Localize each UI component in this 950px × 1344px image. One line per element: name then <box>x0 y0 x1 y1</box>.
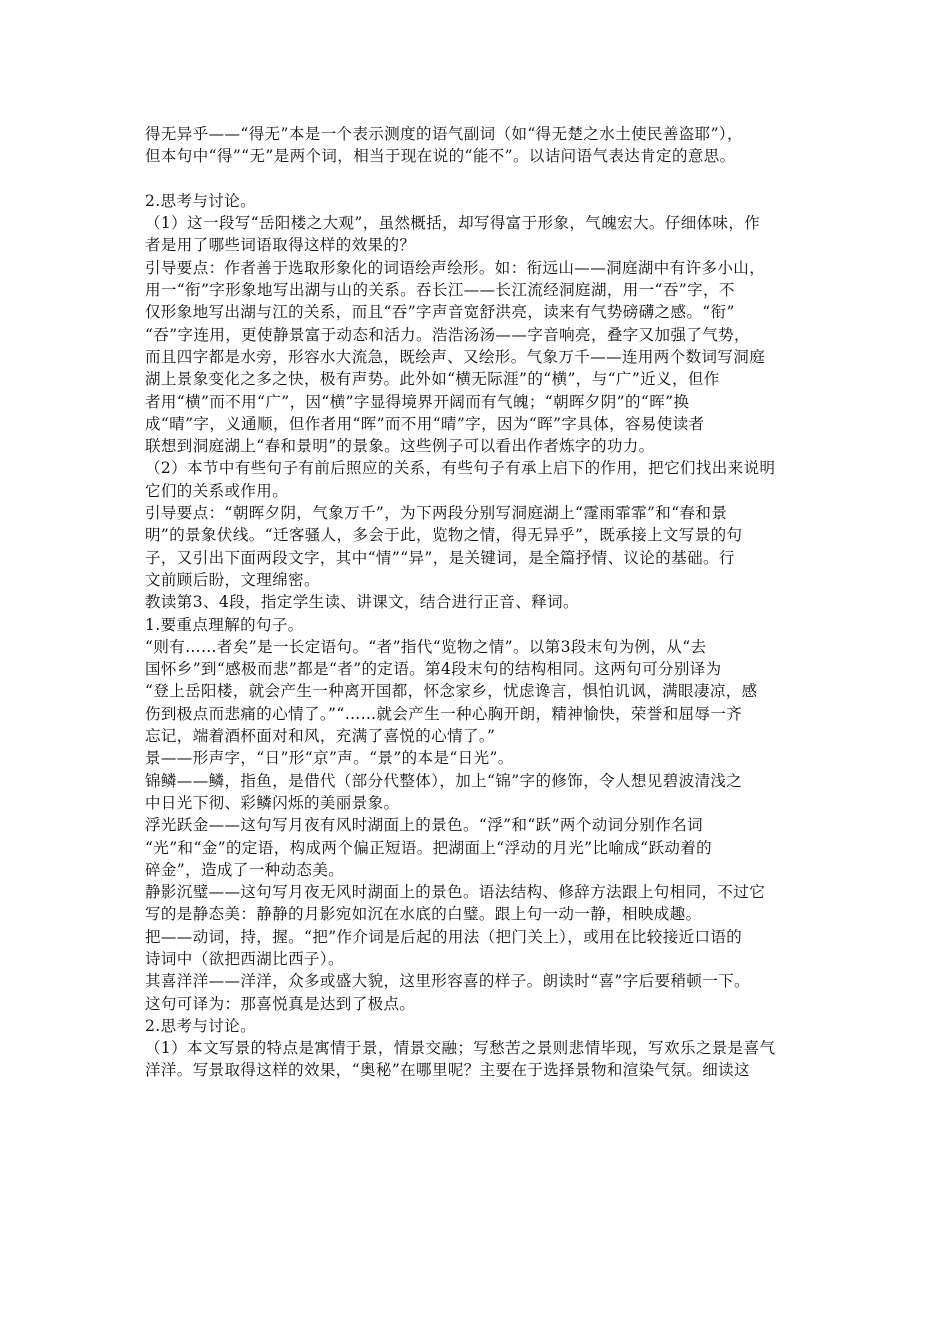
text-line: 子，又引出下面两段文字，其中“情”“异”，是关键词，是全篇抒情、议论的基础。行 <box>145 548 735 567</box>
text-line: “光”和“金”的定语，构成两个偏正短语。把湖面上“浮动的月光”比喻成“跃动着的 <box>145 838 713 857</box>
text-line: 它们的关系或作用。 <box>145 481 289 500</box>
text-line: 伤到极点而悲痛的心情了。”“……就会产生一种心胸开朗，精神愉快，荣誉和屈辱一齐 <box>145 704 743 723</box>
text-line: 者是用了哪些词语取得这样的效果的？ <box>145 236 416 255</box>
text-line: “登上岳阳楼，就会产生一种离开国都，怀念家乡，忧虑谗言，惧怕讥讽，满眼凄凉，感 <box>145 682 758 701</box>
text-line: 成“晴”字，义通顺，但作者用“晖”而不用“晴”字，因为“晖”字具体，容易使读者 <box>145 414 705 433</box>
text-line: 洋洋。写景取得这样的效果，“奥秘”在哪里呢？主要在于选择景物和渲染气氛。细读这 <box>145 1061 750 1080</box>
text-line: 浮光跃金——这句写月夜有风时湖面上的景色。“浮”和“跃”两个动词分别作名词 <box>145 816 703 835</box>
section-heading: 1.要重点理解的句子。 <box>145 615 304 634</box>
text-line: 其喜洋洋——洋洋，众多或盛大貌，这里形容喜的样子。朗读时“喜”字后要稍顿一下。 <box>145 972 750 991</box>
text-line: 引导要点：作者善于选取形象化的词语绘声绘形。如：衔远山——洞庭湖中有许多小山， <box>145 258 766 277</box>
section-heading: 2.思考与讨论。 <box>145 1016 256 1035</box>
text-line: 这句可译为：那喜悦真是达到了极点。 <box>145 994 416 1013</box>
text-line: 景——形声字，“日”形“京”声。“景”的本是“日光”。 <box>145 749 514 768</box>
text-line: 诗词中（欲把西湖比西子）。 <box>145 949 344 968</box>
text-line: 但本句中“得”“无”是两个词，相当于现在说的“能不”。以诘问语气表达肯定的意思。 <box>145 147 736 166</box>
text-line: “则有……者矣”是一长定语句。“者”指代“览物之情”。以第3段末句为例，从“去 <box>145 637 707 656</box>
text-line: （2）本节中有些句子有前后照应的关系，有些句子有承上启下的作用，把它们找出来说明 <box>145 459 776 478</box>
text-line: 锦鳞——鳞，指鱼，是借代（部分代整体），加上“锦”字的修饰，令人想见碧波清浅之 <box>145 771 743 790</box>
text-line: 碎金”，造成了一种动态美。 <box>145 860 345 879</box>
text-line: 忘记，端着酒杯面对和风，充满了喜悦的心情了。” <box>145 727 496 746</box>
text-line: 文前顾后盼，文理绵密。 <box>145 570 320 589</box>
text-line: （1）本文写景的特点是寓情于景，情景交融；写愁苦之景则悲情毕现，写欢乐之景是喜气 <box>145 1039 776 1058</box>
document-body <box>145 123 810 1082</box>
text-line: 者用“横”而不用“广”，因“横”字显得境界开阔而有气魄；“朝晖夕阴”的“晖”换 <box>145 392 690 411</box>
text-line: （1）这一段写“岳阳楼之大观”，虽然概括，却写得富于形象，气魄宏大。仔细体味，作 <box>145 214 761 233</box>
text-line: 把——动词，持，握。“把”作介词是后起的用法（把门关上），或用在比较接近口语的 <box>145 927 743 946</box>
section-heading: 2.思考与讨论。 <box>145 191 256 210</box>
text-line: 用一“衔”字形象地写出湖与山的关系。吞长江——长江流经洞庭湖，用一“吞”字，不 <box>145 281 735 300</box>
text-line: 国怀乡”到“感极而悲”都是“者”的定语。第4段末句的结构相同。这两句可分别译为 <box>145 660 722 679</box>
text-line: 引导要点：“朝晖夕阴，气象万千”，为下两段分别写洞庭湖上“霪雨霏霏”和“春和景 <box>145 504 728 523</box>
text-line: 得无异乎——“得无”本是一个表示测度的语气副词（如“得无楚之水土使民善盗耶”）， <box>145 125 743 143</box>
blank-line <box>145 168 810 190</box>
text-line: “吞”字连用，更使静景富于动态和活力。浩浩汤汤——字音响亮，叠字又加强了气势， <box>145 325 750 344</box>
text-line: 教读第3、4段，指定学生读、讲课文，结合进行正音、释词。 <box>145 593 579 612</box>
text-line: 而且四字都是水旁，形容水大流急，既绘声、又绘形。气象万千——连用两个数词写洞庭 <box>145 347 766 366</box>
text-line: 中日光下彻、彩鳞闪烁的美丽景象。 <box>145 793 400 812</box>
text-line: 湖上景象变化之多之快，极有声势。此外如“横无际涯”的“横”，与“广”近义，但作 <box>145 370 720 389</box>
text-line: 明”的景象伏线。“迁客骚人，多会于此，览物之情，得无异乎”，既承接上文写景的句 <box>145 526 743 545</box>
text-line: 仅形象地写出湖与江的关系，而且“吞”字声音宽舒洪亮，读来有气势磅礴之感。“衔” <box>145 303 735 322</box>
text-line: 静影沉璧——这句写月夜无风时湖面上的景色。语法结构、修辞方法跟上句相同，不过它 <box>145 883 766 902</box>
text-line: 写的是静态美：静静的月影宛如沉在水底的白璧。跟上句一动一静，相映成趣。 <box>145 905 702 924</box>
text-line: 联想到洞庭湖上“春和景明”的景象。这些例子可以看出作者炼字的功力。 <box>145 437 655 456</box>
